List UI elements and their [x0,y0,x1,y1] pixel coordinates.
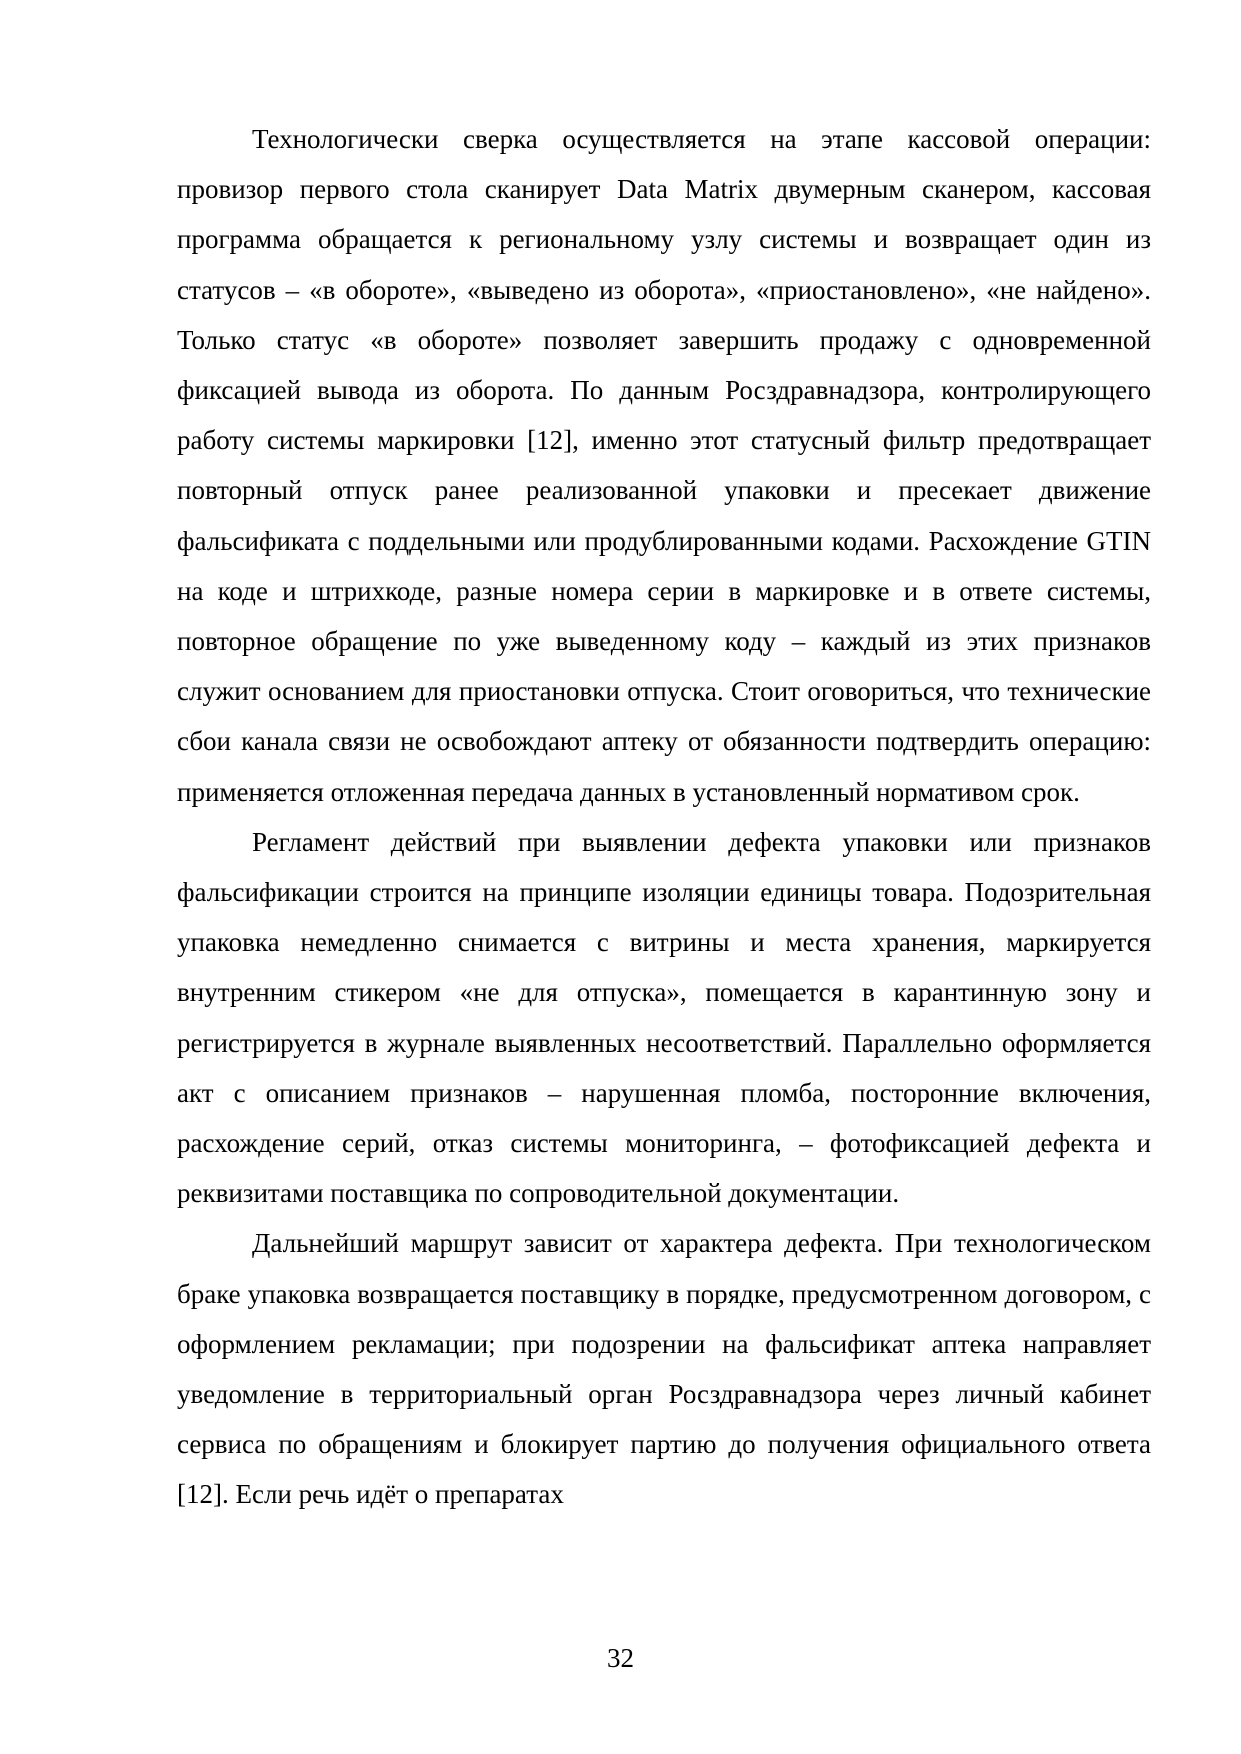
page-number: 32 [607,1643,634,1673]
paragraph-3: Дальнейший маршрут зависит от характера дефекта. При технологическом браке упаковка возвращается поставщику в порядке, предусмотренном договором, с оформлением рекламации; при подозрении на фальсификат аптека направляет уведомление в территориальный орган Росздравнадзора через личный кабинет сервиса по обращениям и блокирует партию до получения официального ответа [12]. Если речь идёт о препаратах [177,1228,1151,1510]
paragraph-1: Технологически сверка осуществляется на этапе кассовой операции: провизор первого стола сканирует Data Matrix двумерным сканером, кассовая программа обращается к региональному узлу системы и возвращает один из статусов – «в обороте», «выведено из оборота», «приостановлено», «не найдено». Только статус «в обороте» позволяет завершить продажу с одновременной фиксацией вывода из оборота. По данным Росздравнадзора, контролирующего работу системы маркировки [12], именно этот статусный фильтр предотвращает повторный отпуск ранее реализованной упаковки и пресекает движение фальсификата с поддельными или продублированными кодами. Расхождение GTIN на коде и штрихкоде, разные номера серии в маркировке и в ответе системы, повторное обращение по уже выведенному коду – каждый из этих признаков служит основанием для приостановки отпуска. Стоит оговориться, что технические сбои канала связи не освобождают аптеку от обязанности подтвердить операцию: применяется отложенная передача данных в установленный нормативом срок. [177,124,1151,807]
paragraph-2: Регламент действий при выявлении дефекта упаковки или признаков фальсификации строится на принципе изоляции единицы товара. Подозрительная упаковка немедленно снимается с витрины и места хранения, маркируется внутренним стикером «не для отпуска», помещается в карантинную зону и регистрируется в журнале выявленных несоответствий. Параллельно оформляется акт с описанием признаков – нарушенная пломба, посторонние включения, расхождение серий, отказ системы мониторинга, – фотофиксацией дефекта и реквизитами поставщика по сопроводительной документации. [177,826,1151,1209]
body-text [177,114,1151,1520]
